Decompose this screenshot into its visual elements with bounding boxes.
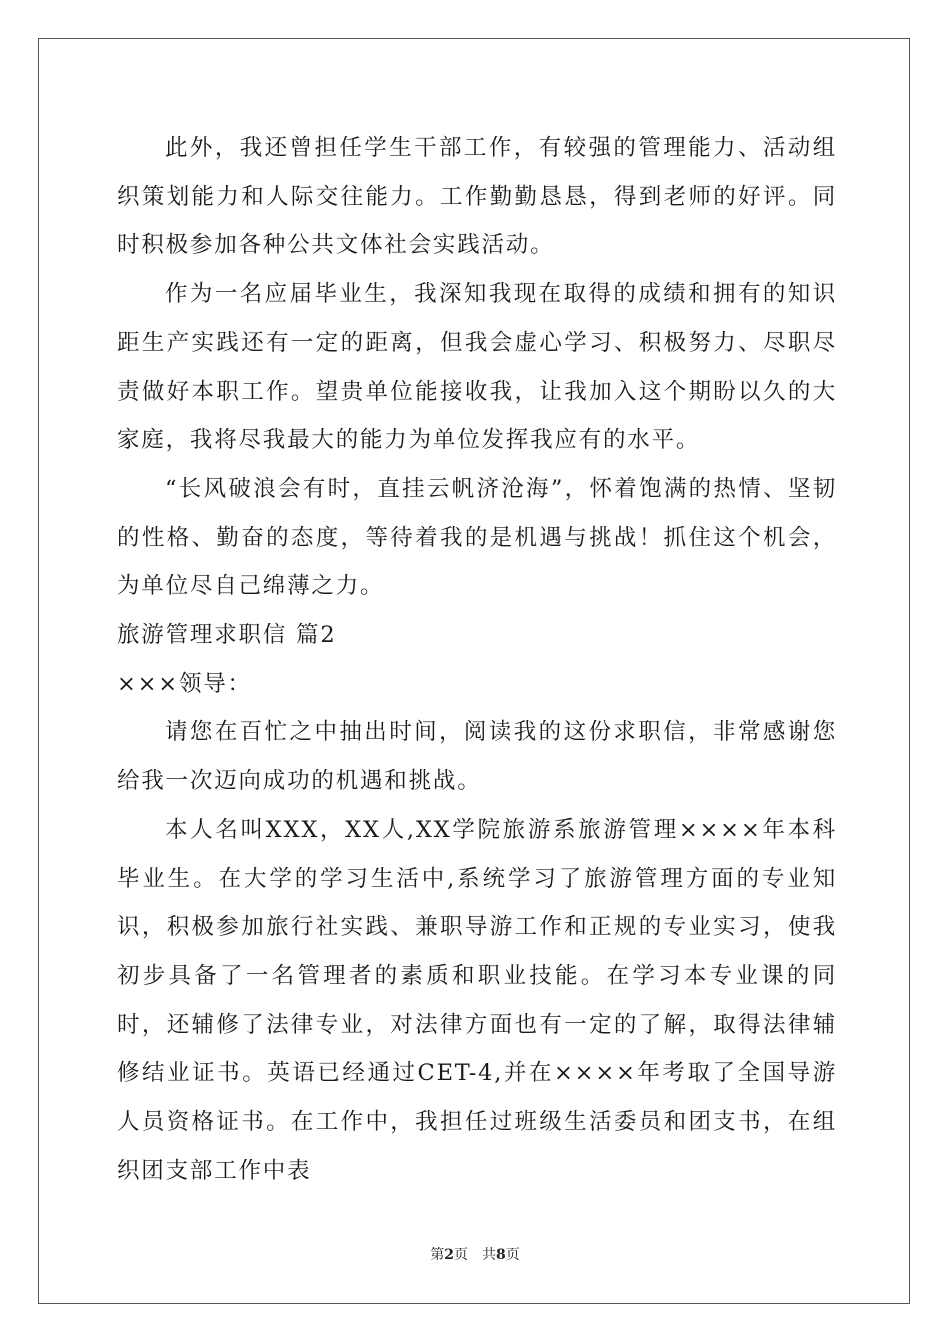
footer-page-prefix: 第 [430, 1247, 445, 1263]
document-body [117, 124, 837, 1195]
section-title: 旅游管理求职信 篇2 [117, 622, 337, 649]
paragraph-quote: “长风破浪会有时，直挂云帆济沧海”，怀着饱满的热情、坚韧的性格、勤奋的态度，等待着我的是机遇与挑战！抓住这个机会，为单位尽自己绵薄之力。 [117, 475, 837, 600]
footer-total-suffix: 页 [505, 1247, 520, 1263]
paragraph-leadership: 此外，我还曾担任学生干部工作，有较强的管理能力、活动组织策划能力和人际交往能力。工作勤勤恳恳，得到老师的好评。同时积极参加各种公共文体社会实践活动。 [117, 135, 837, 259]
paragraph-introduction: 本人名叫XXX，XX人,XX学院旅游系旅游管理××××年本科毕业生。在大学的学习生活中,系统学习了旅游管理方面的专业知识，积极参加旅行社实践、兼职导游工作和正规的专业实习，使我初步具备了一名管理者的素质和职业技能。在学习本专业课的同时，还辅修了法律专业，对法律方面也有一定的了解，取得法律辅修结业证书。英语已经通过CET-4,并在××××年考取了全国导游人员资格证书。在工作中，我担任过班级生活委员和团支书，在组织团支部工作中表 [117, 816, 837, 1184]
footer-page-mid: 页 [454, 1247, 468, 1263]
salutation: ×××领导： [117, 670, 252, 697]
paragraph-thanks: 请您在百忙之中抽出时间，阅读我的这份求职信，非常感谢您给我一次迈向成功的机遇和挑战。 [117, 719, 837, 795]
paragraph-graduate: 作为一名应届毕业生，我深知我现在取得的成绩和拥有的知识距生产实践还有一定的距离，但我会虚心学习、积极努力、尽职尽责做好本职工作。望贵单位能接收我，让我加入这个期盼以久的大家庭，我将尽我最大的能力为单位发挥我应有的水平。 [117, 281, 837, 454]
footer-page-current: 2 [444, 1247, 454, 1263]
footer-total-prefix: 共 [482, 1247, 496, 1263]
footer-page-total: 8 [496, 1247, 506, 1263]
page-footer [0, 1244, 950, 1264]
